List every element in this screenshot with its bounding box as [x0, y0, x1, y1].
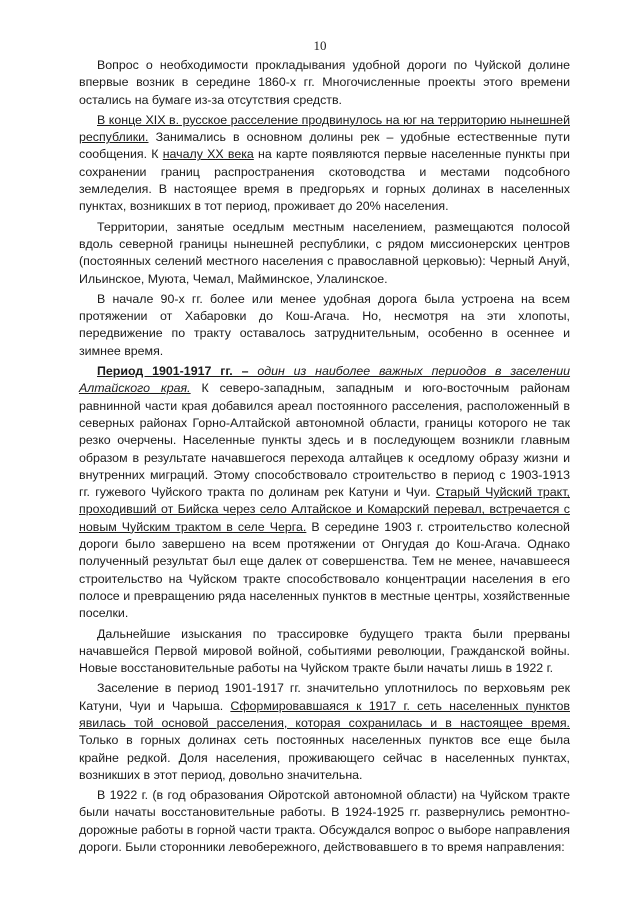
- underlined-phrase: началу XX века: [162, 147, 254, 162]
- text-run: Заселение в период 1901-1917 гг. значительно уплотнилось по верховьям рек Катуни, Чуи и Чарыша.: [79, 681, 570, 713]
- underlined-phrase: Старый Чуйский тракт, проходивший от Бийска через село Алтайское и Комарский перевал, встречается с новым Чуйским трактом в селе Черга.: [79, 485, 570, 534]
- text-run: на карте появляются первые населенные пункты при сохранении границ распространения скотоводства и местами подсобного земледелия. В настоящее время в предгорьях и горных долинах в населенных пунктах, возникших в тот период, проживает до 20% населения.: [79, 147, 570, 214]
- paragraph-7: [79, 680, 570, 784]
- period-heading: Период 1901-1917 гг. –: [97, 364, 249, 379]
- text-run: Только в горных долинах сеть постоянных населенных пунктов все еще была крайне редкой. Доля населения, проживающего сейчас в населенных пунктах, возникших в этот период, довольно значительна.: [79, 733, 570, 782]
- text-run: К северо-западным, западным и юго-восточным районам равнинной части края добавился ареал постоянного расселения, расположенный в северных районах Горно-Алтайской автономной области, границы которого не так резко очерчены. Населенные пункты здесь и в последующем возникли главным образом в результате начавшегося перехода алтайцев к оседлому образу жизни и внутренних миграций. Этому способствовало строительство в период с 1903-1913 гг. гужевого Чуйского тракта по долинам рек Катуни и Чуи.: [79, 381, 571, 500]
- paragraph-6: Дальнейшие изыскания по трассировке будущего тракта были прерваны начавшейся Первой мировой войной, событиями революции, Гражданской войны. Новые восстановительные работы на Чуйском тракте были начаты лишь в 1922 г.: [79, 626, 570, 676]
- body-text: [79, 57, 570, 859]
- underlined-phrase: Сформировавшаяся к 1917 г. сеть населенных пунктов явилась той основой расселения, которая сохранилась и в настоящее время.: [79, 698, 570, 730]
- text-run: Занимались в основном долины рек – удобные естественные пути сообщения. К: [79, 130, 570, 162]
- text-run: В середине 1903 г. строительство колесной дороги было завершено на всем протяжении от Онгудая до Кош-Агача. Однако полученный результат был еще далек от совершенства. Тем не менее, начавшееся строительство на Чуйском тракте способствовало концентрации населения в его полосе и превращению ряда населенных пунктов в местные центры, хозяйственные поселки.: [79, 519, 570, 621]
- page-number: 10: [313, 38, 327, 53]
- paragraph-3: Территории, занятые оседлым местным населением, размещаются полосой вдоль северной границы нынешней республики, с рядом миссионерских центров (постоянных селений местного населения с православной церковью): Черный Ануй, Ильинское, Муюта, Чемал, Майминское, Улалинское.: [79, 219, 570, 286]
- underlined-phrase: В конце XIX в. русское расселение продвинулось на юг на территорию нынешней республики.: [79, 112, 570, 145]
- period-heading-italic: один из наиболее важных периодов в заселении Алтайского края.: [79, 364, 571, 396]
- paragraph-8: В 1922 г. (в год образования Ойротской автономной области) на Чуйском тракте были начаты восстановительные работы. В 1924-1925 гг. развернулись ремонтно-дорожные работы в горной части тракта. Обсуждался вопрос о выборе направления дороги. Были сторонники левобережного, действовавшего в то время направления:: [79, 788, 570, 855]
- paragraph-1: Вопрос о необходимости прокладывания удобной дороги по Чуйской долине впервые возник в середине 1860-х гг. Многочисленные проекты этого времени остались на бумаге из-за отсутствия средств.: [79, 58, 570, 107]
- paragraph-5: [79, 363, 570, 622]
- paragraph-2: [79, 112, 570, 216]
- paragraph-4: В начале 90-х гг. более или менее удобная дорога была устроена на всем протяжении от Хабаровки до Кош-Агача. Но, несмотря на эти хлопоты, передвижение по тракту оставалось затруднительным, особенно в осеннее и зимнее время.: [79, 291, 570, 358]
